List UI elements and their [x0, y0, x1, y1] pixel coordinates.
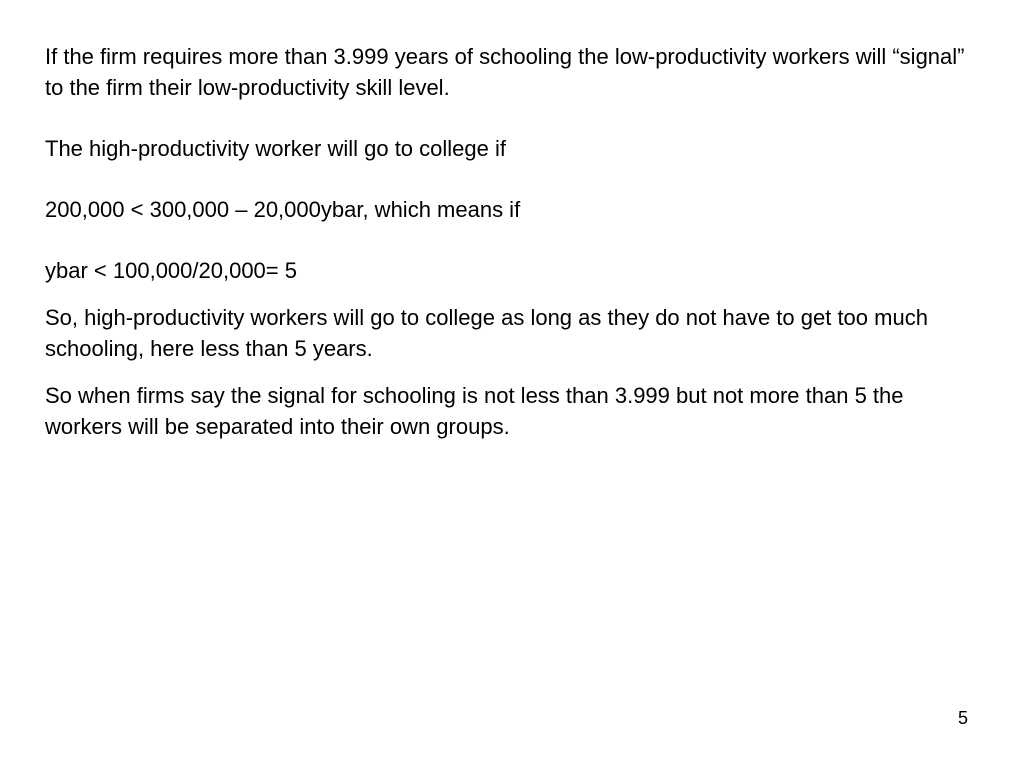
paragraph-ybar-result: ybar < 100,000/20,000= 5: [45, 258, 297, 283]
slide-body: [45, 41, 975, 442]
page-number: 5: [957, 708, 968, 728]
paragraph-inequality: 200,000 < 300,000 – 20,000ybar, which means if: [45, 197, 521, 222]
paragraph-college-condition: The high-productivity worker will go to college if: [45, 136, 506, 161]
paragraph-low-productivity-signal: If the firm requires more than 3.999 years of schooling the low-productivity workers will “signal” to the firm their low-productivity skill level.: [45, 44, 965, 100]
paragraph-high-productivity-conclusion: So, high-productivity workers will go to college as long as they do not have to get too much schooling, here less than 5 years.: [45, 305, 928, 361]
paragraph-separation-conclusion: So when firms say the signal for schooling is not less than 3.999 but not more than 5 the workers will be separated into their own groups.: [45, 383, 904, 439]
